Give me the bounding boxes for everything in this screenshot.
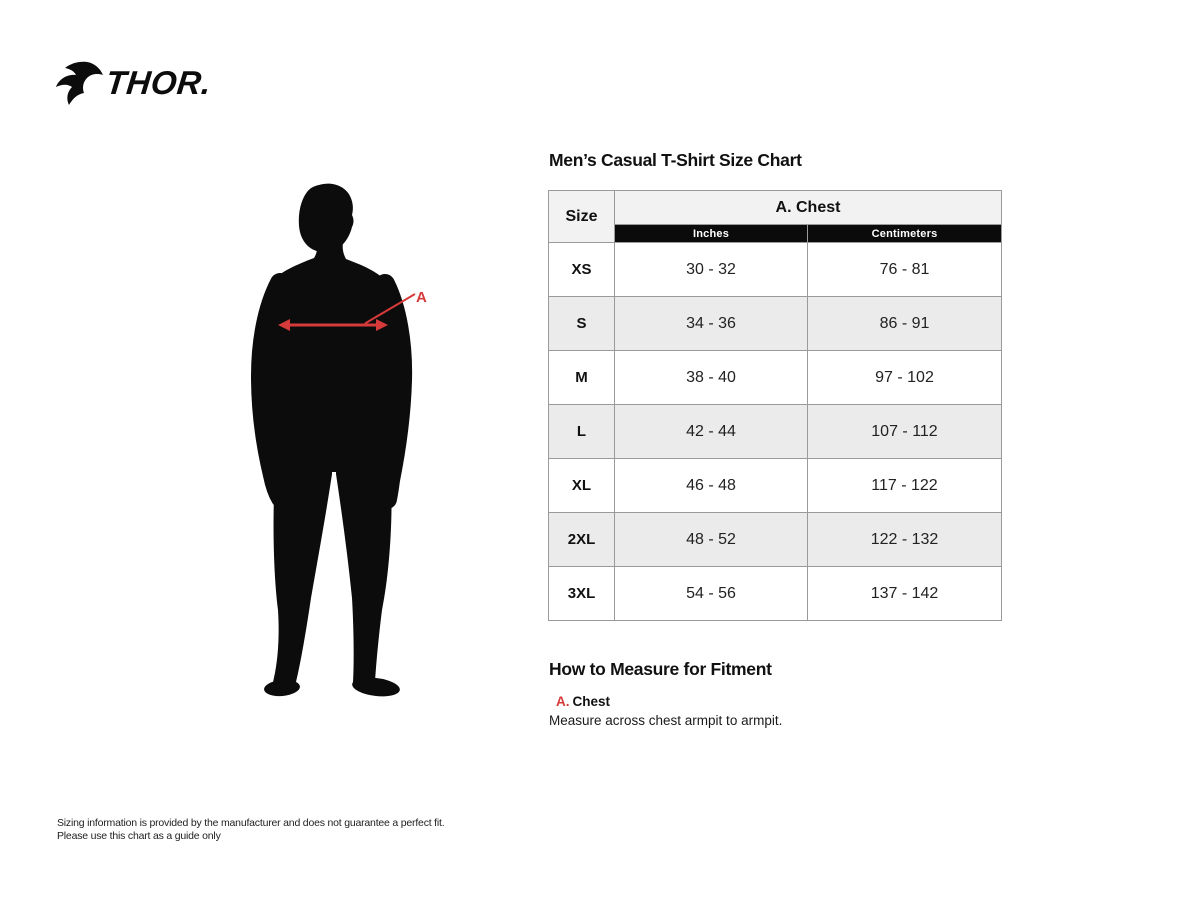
size-chart-table — [548, 190, 1002, 621]
table-row-l — [549, 405, 1002, 459]
inches-cell: 42 - 44 — [615, 405, 808, 459]
size-cell: XS — [549, 243, 615, 297]
table-header-row — [549, 191, 1002, 225]
thor-logo — [54, 58, 214, 108]
inches-cell: 46 - 48 — [615, 459, 808, 513]
centimeters-column-header: Centimeters — [808, 225, 1002, 243]
centimeters-cell: 76 - 81 — [808, 243, 1002, 297]
inches-cell: 34 - 36 — [615, 297, 808, 351]
centimeters-cell: 86 - 91 — [808, 297, 1002, 351]
thor-logo-text: THOR. — [104, 64, 214, 101]
size-column-header: Size — [549, 191, 615, 243]
size-cell: XL — [549, 459, 615, 513]
measure-item-chest — [556, 694, 1001, 709]
how-to-measure-title: How to Measure for Fitment — [549, 659, 772, 679]
disclaimer-line-1: Sizing information is provided by the manufacturer and does not guarantee a perfect fit. — [57, 817, 445, 829]
male-silhouette-diagram — [240, 180, 460, 720]
centimeters-cell: 122 - 132 — [808, 513, 1002, 567]
size-chart-section — [548, 150, 1001, 728]
chest-group-header: A. Chest — [615, 191, 1002, 225]
inches-column-header: Inches — [615, 225, 808, 243]
size-cell: S — [549, 297, 615, 351]
inches-cell: 38 - 40 — [615, 351, 808, 405]
inches-cell: 54 - 56 — [615, 567, 808, 621]
table-row-m — [549, 351, 1002, 405]
centimeters-cell: 107 - 112 — [808, 405, 1002, 459]
size-cell: L — [549, 405, 615, 459]
centimeters-cell: 97 - 102 — [808, 351, 1002, 405]
inches-cell: 30 - 32 — [615, 243, 808, 297]
size-cell: 2XL — [549, 513, 615, 567]
measure-description: Measure across chest armpit to armpit. — [549, 713, 783, 728]
disclaimer-line-2: Please use this chart as a guide only — [57, 829, 221, 842]
size-chart-title: Men’s Casual T-Shirt Size Chart — [549, 150, 802, 170]
table-row-3xl — [549, 567, 1002, 621]
table-row-s — [549, 297, 1002, 351]
centimeters-cell: 117 - 122 — [808, 459, 1002, 513]
silhouette-right-leg — [336, 448, 392, 682]
centimeters-cell: 137 - 142 — [808, 567, 1002, 621]
silhouette-torso — [266, 236, 398, 472]
thor-bull-icon — [54, 60, 104, 106]
table-row-2xl — [549, 513, 1002, 567]
measure-letter: A. — [556, 694, 570, 709]
silhouette-left-leg — [273, 448, 332, 682]
table-row-xs — [549, 243, 1002, 297]
disclaimer — [57, 817, 444, 842]
chest-label-a: A — [416, 289, 427, 306]
size-cell: 3XL — [549, 567, 615, 621]
measure-name: Chest — [572, 694, 611, 709]
unit-header-row — [549, 225, 1002, 243]
inches-cell: 48 - 52 — [615, 513, 808, 567]
table-row-xl — [549, 459, 1002, 513]
size-cell: M — [549, 351, 615, 405]
